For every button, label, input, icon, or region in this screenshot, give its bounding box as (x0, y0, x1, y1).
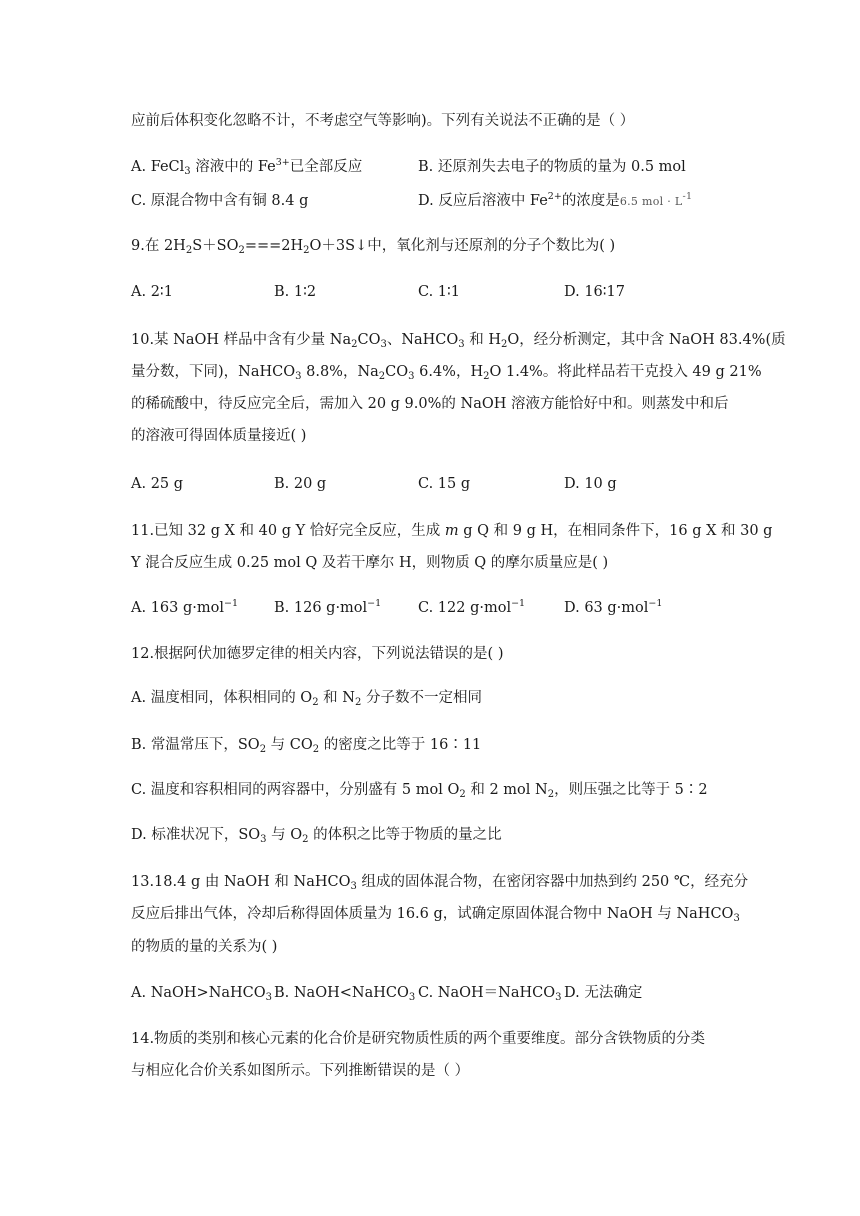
q8-stem-tail: 应前后体积变化忽略不计，不考虑空气等影响)。下列有关说法不正确的是（ ） (131, 113, 635, 129)
q10-option-a: A. 25 g (131, 476, 184, 492)
q11-line-1: 11.已知 32 g X 和 40 g Y 恰好完全反应，生成 m g Q 和 9 g H，在相同条件下，16 g X 和 30 g (131, 523, 773, 539)
q13-option-d: D. 无法确定 (564, 985, 643, 1001)
q10-line-1: 10.某 NaOH 样品中含有少量 $Na_2CO_3$、NaHCO$_3$ 和 $H_2O$，经分析测定，其中含 NaOH 83.4%(质 (131, 332, 786, 350)
q10-line-3: 的稀硫酸中，待反应完全后，需加入 20 g 9.0%的 NaOH 溶液方能恰好中和。则蒸发中和后 (131, 396, 729, 412)
q13-option-c: C. NaOH＝NaHCO$_3$ (418, 985, 562, 1003)
q12-option-c: C. 温度和容积相同的两容器中，分别盛有 5 mol $O_2$ 和 2 mol $N_2$，则压强之比等于 5∶2 (131, 782, 708, 800)
q8-option-a: A. FeCl$_3$ 溶液中的 $Fe^{3+}$已全部反应 (131, 157, 363, 177)
q8-option-c: C. 原混合物中含有铜 8.4 g (131, 193, 309, 209)
q13-line-2: 反应后排出气体，冷却后称得固体质量为 16.6 g，试确定原固体混合物中 NaOH 与 NaHCO$_3$ (131, 906, 740, 924)
q9-stem: 9.在 $2H_2S+SO_2===2H_2O+3S↓$中，氧化剂与还原剂的分子个数比为( ) (131, 238, 616, 256)
q10-option-d: D. 10 g (564, 476, 617, 492)
q9-option-c: C. 1∶1 (418, 284, 461, 300)
q11-option-d: D. 63 g·mol$^{-1}$ (564, 598, 663, 616)
q9-option-a: A. 2∶1 (131, 284, 173, 300)
q11-option-b: B. 126 g·mol$^{-1}$ (274, 598, 382, 616)
q14-line-1: 14.物质的类别和核心元素的化合价是研究物质性质的两个重要维度。部分含铁物质的分类 (131, 1031, 706, 1047)
q14-line-2: 与相应化合价关系如图所示。下列推断错误的是（ ） (131, 1063, 470, 1079)
q10-option-b: B. 20 g (274, 476, 327, 492)
q10-line-4: 的溶液可得固体质量接近( ) (131, 428, 307, 444)
q12-option-d: D. 标准状况下，$SO_3$ 与 $O_2$ 的体积之比等于物质的量之比 (131, 827, 502, 845)
q8-option-b: B. 还原剂失去电子的物质的量为 0.5 mol (418, 159, 686, 175)
concentration-image-text: 6.5 mol · $L^{-1}$ (619, 191, 693, 208)
q12-option-b: B. 常温常压下，$SO_2$ 与 $CO_2$ 的密度之比等于 16∶11 (131, 737, 482, 755)
q11-line-2: Y 混合反应生成 0.25 mol Q 及若干摩尔 H，则物质 Q 的摩尔质量应是( ) (131, 555, 609, 571)
q12-option-a: A. 温度相同，体积相同的 $O_2$ 和 $N_2$ 分子数不一定相同 (131, 690, 482, 708)
q10-option-c: C. 15 g (418, 476, 471, 492)
q11-option-c: C. 122 g·mol$^{-1}$ (418, 598, 526, 616)
q11-option-a: A. 163 g·mol$^{-1}$ (131, 598, 238, 616)
q9-option-d: D. 16∶17 (564, 284, 626, 300)
q8-option-d: D. 反应后溶液中 $Fe^{2+}$的浓度是6.5 mol · $L^{-1}$ (418, 191, 693, 209)
q13-option-b: B. NaOH<NaHCO$_3$ (274, 985, 416, 1003)
q12-stem: 12.根据阿伏加德罗定律的相关内容，下列说法错误的是( ) (131, 646, 504, 662)
q13-line-1: 13.18.4 g 由 NaOH 和 NaHCO$_3$ 组成的固体混合物，在密闭容器中加热到约 250 ℃，经充分 (131, 874, 749, 892)
q9-option-b: B. 1∶2 (274, 284, 317, 300)
q13-line-3: 的物质的量的关系为( ) (131, 939, 278, 955)
q10-line-2: 量分数，下同)，NaHCO$_3$ 8.8%，$Na_2CO_3$ 6.4%，$H_2O$ 1.4%。将此样品若干克投入 49 g 21% (131, 364, 762, 382)
q13-option-a: A. NaOH>NaHCO$_3$ (131, 985, 273, 1003)
